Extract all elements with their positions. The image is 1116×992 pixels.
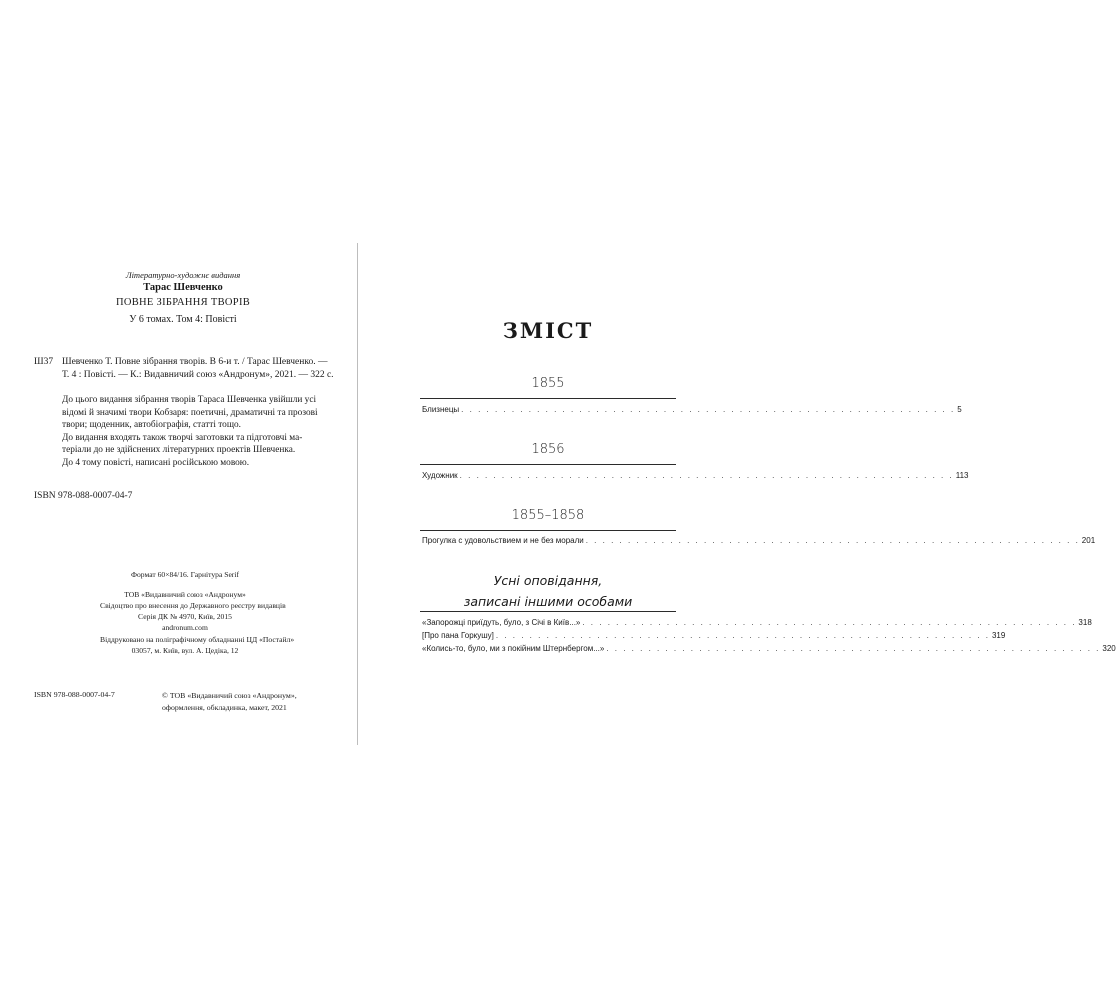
printing-info bbox=[100, 634, 295, 656]
annotation-line: До цього видання зібрання творів Тараса Шевченка увійшли усі bbox=[62, 395, 317, 405]
copyright bbox=[162, 690, 297, 714]
leader-dots: . . . . . . . . . . . . . . . . . . . . . . . . . . . . . . . . . . . . . . . . . . . . . . . . . . . . . . . . . . . bbox=[495, 631, 990, 640]
publisher-website: andronum.com bbox=[162, 623, 208, 632]
catalog-code: Ш37 bbox=[34, 357, 54, 367]
annotation-line: До видання входять також творчі заготовки та підготовчі ма- bbox=[62, 432, 303, 443]
series-title: ПОВНЕ ЗІБРАННЯ ТВОРІВ bbox=[115, 297, 251, 308]
author-name: Тарас Шевченко bbox=[143, 282, 223, 293]
section-rule bbox=[420, 398, 676, 399]
genre-label: Літературно-художнє видання bbox=[125, 270, 241, 280]
toc-entry-title: Близнецы bbox=[422, 405, 460, 414]
book-spine bbox=[357, 243, 358, 745]
toc-entry[interactable] bbox=[422, 631, 1006, 640]
copyright-line: оформлення, обкладинка, макет, 2021 bbox=[162, 703, 287, 712]
volume-title: У 6 томах. Том 4: Повісті bbox=[129, 314, 237, 325]
publisher-line: Серія ДК № 4970, Київ, 2015 bbox=[138, 612, 232, 621]
publisher-line: ТОВ «Видавничий союз «Андронум» bbox=[124, 590, 246, 599]
format-line: Формат 60×84/16. Гарнітура Serif bbox=[131, 570, 239, 579]
isbn: ISBN 978-088-0007-04-7 bbox=[34, 491, 133, 501]
toc-entry-page: 318 bbox=[1078, 618, 1092, 627]
toc-entry-title: «Запорожці приїдуть, було, з Січі в Київ...» bbox=[422, 618, 581, 627]
section-rule bbox=[420, 464, 676, 465]
toc-entry-page: 201 bbox=[1081, 536, 1096, 545]
catalog-line: Т. 4 : Повісті. — К.: Видавничий союз «Андронум», 2021. — 322 с. bbox=[62, 370, 334, 380]
toc-title: ЗМІСТ bbox=[502, 318, 594, 343]
publisher-line: Свідоцтво про внесення до Державного реєстру видавців bbox=[100, 601, 286, 610]
toc-entry-title: [Про пана Горкушу] bbox=[422, 631, 494, 640]
printing-line: Віддруковано на поліграфічному обладнанні ЦД «Постайл» bbox=[100, 635, 295, 644]
toc-entry[interactable] bbox=[422, 471, 969, 480]
toc-entry-title: Художник bbox=[422, 471, 458, 480]
section-rule bbox=[420, 611, 676, 612]
section-heading: записані іншими особами bbox=[463, 594, 633, 609]
toc-entry[interactable] bbox=[422, 536, 1096, 545]
section-heading: 1855 bbox=[531, 376, 565, 391]
toc-entry[interactable] bbox=[422, 618, 1092, 627]
format-info bbox=[100, 569, 270, 580]
toc-entry-title: Прогулка с удовольствием и не без морали bbox=[422, 536, 584, 545]
section-heading: 1855–1858 bbox=[511, 508, 585, 523]
toc-entry-page: 320 bbox=[1102, 644, 1116, 653]
annotation-line: відомі й значимі твори Кобзаря: поетичні, драматичні та прозові bbox=[62, 407, 318, 418]
leader-dots: . . . . . . . . . . . . . . . . . . . . . . . . . . . . . . . . . . . . . . . . . . . . . . . . . . . . . . . . . . . bbox=[606, 644, 1101, 653]
toc-entry-title: «Колись-то, було, ми з покійним Штернбергом...» bbox=[422, 644, 605, 653]
toc-entry[interactable] bbox=[422, 405, 962, 414]
section-heading: 1856 bbox=[531, 442, 565, 457]
leader-dots: . . . . . . . . . . . . . . . . . . . . . . . . . . . . . . . . . . . . . . . . . . . . . . . . . . . . . . . . . . . bbox=[459, 471, 954, 480]
leader-dots: . . . . . . . . . . . . . . . . . . . . . . . . . . . . . . . . . . . . . . . . . . . . . . . . . . . . . . . . . . . bbox=[585, 536, 1080, 545]
toc-entry-page: 5 bbox=[957, 405, 962, 414]
leader-dots: . . . . . . . . . . . . . . . . . . . . . . . . . . . . . . . . . . . . . . . . . . . . . . . . . . . . . . . . . . . bbox=[461, 405, 956, 414]
annotation-line: твори; щоденник, автобіографія, статті тощо. bbox=[62, 420, 241, 431]
annotation-line: До 4 тому повісті, написані російською мовою. bbox=[62, 457, 250, 468]
toc-entry-page: 113 bbox=[955, 471, 969, 480]
annotation-line: теріали до не здійснених літературних проектів Шевченка. bbox=[62, 445, 296, 456]
leader-dots: . . . . . . . . . . . . . . . . . . . . . . . . . . . . . . . . . . . . . . . . . . . . . . . . . . . . . . . . . . . bbox=[582, 618, 1077, 627]
bottom-isbn: ISBN 978-088-0007-04-7 bbox=[34, 690, 115, 699]
section-heading: Усні оповідання, bbox=[493, 573, 603, 588]
imprint-page bbox=[0, 0, 356, 992]
publisher-info bbox=[100, 589, 286, 633]
printing-line: 03057, м. Київ, вул. А. Цедіка, 12 bbox=[131, 646, 239, 655]
toc-entry-page: 319 bbox=[991, 631, 1006, 640]
section-rule bbox=[420, 530, 676, 531]
catalog-line: Шевченко Т. Повне зібрання творів. В 6-и т. / Тарас Шевченко. — bbox=[62, 357, 328, 367]
toc-entry[interactable] bbox=[422, 644, 1116, 653]
annotation bbox=[62, 394, 318, 470]
copyright-line: © ТОВ «Видавничий союз «Андронум», bbox=[162, 691, 297, 700]
